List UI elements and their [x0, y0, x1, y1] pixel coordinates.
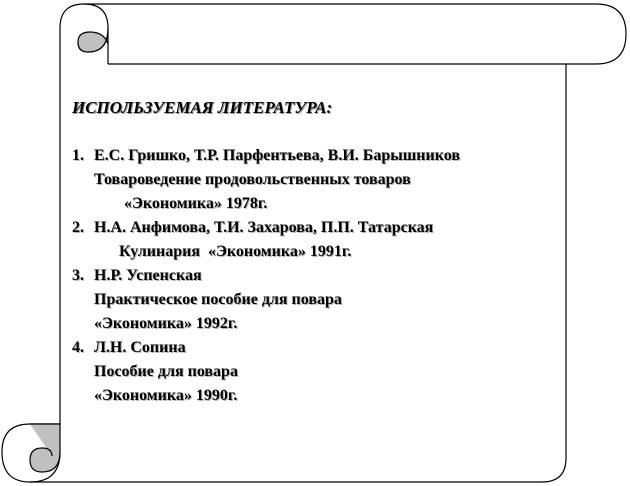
reference-publisher: «Экономика» 1990г. [94, 387, 238, 404]
reference-title: Товароведение продовольственных товаров [94, 171, 411, 188]
reference-item-2 [72, 216, 572, 264]
reference-authors: Е.С. Гришко, Т.Р. Парфентьева, В.И. Барышников [94, 147, 460, 164]
section-heading [72, 98, 572, 118]
heading-colon: : [326, 98, 333, 117]
reference-authors: Л.Н. Сопина [94, 339, 186, 356]
heading-text: ИСПОЛЬЗУЕМАЯ ЛИТЕРАТУРА [72, 98, 327, 117]
reference-number: 4. [72, 339, 84, 356]
reference-authors: Н.А. Анфимова, Т.И. Захарова, П.П. Татарская [94, 219, 434, 236]
reference-item-4 [72, 336, 572, 408]
document-content [72, 98, 572, 408]
reference-item-1 [72, 144, 572, 216]
reference-item-3 [72, 264, 572, 336]
reference-list [72, 144, 572, 408]
reference-number: 1. [72, 147, 84, 164]
reference-authors-line [72, 264, 572, 288]
reference-authors-line [72, 216, 572, 240]
reference-publisher: «Экономика» 1992г. [94, 315, 238, 332]
reference-number: 2. [72, 219, 84, 236]
reference-authors-line [72, 144, 572, 168]
reference-title: Практическое пособие для повара [94, 291, 342, 308]
reference-authors-line [72, 336, 572, 360]
reference-publisher: «Экономика» 1978г. [124, 195, 268, 212]
reference-authors: Н.Р. Успенская [94, 267, 202, 284]
reference-number: 3. [72, 267, 84, 284]
reference-title-publisher: Кулинария «Экономика» 1991г. [119, 243, 352, 260]
reference-title: Пособие для повара [94, 363, 238, 380]
